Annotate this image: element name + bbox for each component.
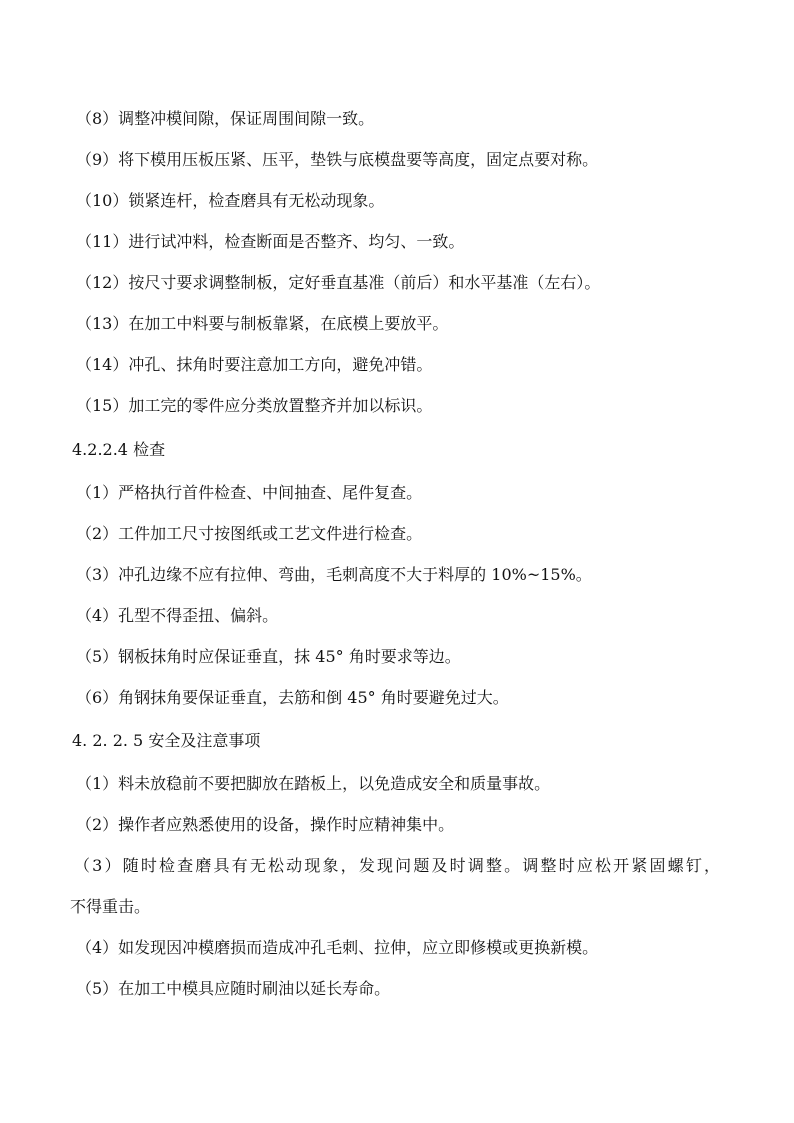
section-heading-check: 4.2.2.4 检查 bbox=[72, 440, 166, 459]
list-item: （2）操作者应熟悉使用的设备，操作时应精神集中。 bbox=[76, 815, 455, 834]
list-item: （5）钢板抹角时应保证垂直，抹 45° 角时要求等边。 bbox=[76, 647, 461, 666]
list-item: （2）工件加工尺寸按图纸或工艺文件进行检查。 bbox=[76, 524, 423, 543]
list-item: （4）孔型不得歪扭、偏斜。 bbox=[76, 606, 279, 625]
list-item: （14）冲孔、抹角时要注意加工方向，避免冲错。 bbox=[76, 355, 433, 374]
list-item: （11）进行试冲料，检查断面是否整齐、均匀、一致。 bbox=[76, 232, 465, 251]
list-item: （13）在加工中料要与制板靠紧，在底模上要放平。 bbox=[76, 314, 449, 333]
list-item: （1）料未放稳前不要把脚放在踏板上，以免造成安全和质量事故。 bbox=[76, 774, 551, 793]
list-item: （10）锁紧连杆，检查磨具有无松动现象。 bbox=[76, 191, 385, 210]
section-heading-safety: 4. 2. 2. 5 安全及注意事项 bbox=[72, 731, 261, 750]
list-item: （8）调整冲模间隙，保证周围间隙一致。 bbox=[76, 109, 375, 128]
list-item: （6）角钢抹角要保证垂直，去筋和倒 45° 角时要避免过大。 bbox=[76, 688, 509, 707]
list-item: （1）严格执行首件检查、中间抽查、尾件复查。 bbox=[76, 483, 423, 502]
list-item-line-1: （3）随时检查磨具有无松动现象，发现问题及时调整。调整时应松开紧固螺钉， bbox=[74, 856, 720, 875]
list-item: （3）冲孔边缘不应有拉伸、弯曲，毛刺高度不大于料厚的 10%~15%。 bbox=[76, 565, 592, 584]
list-item: （4）如发现因冲模磨损而造成冲孔毛刺、拉伸，应立即修模或更换新模。 bbox=[76, 938, 599, 957]
list-item: （12）按尺寸要求调整制板，定好垂直基准（前后）和水平基准（左右）。 bbox=[76, 273, 601, 292]
list-item: （5）在加工中模具应随时刷油以延长寿命。 bbox=[76, 979, 391, 998]
list-item: （15）加工完的零件应分类放置整齐并加以标识。 bbox=[76, 396, 433, 415]
list-item: （9）将下模用压板压紧、压平，垫铁与底模盘要等高度，固定点要对称。 bbox=[76, 150, 599, 169]
list-item-line-2: 不得重击。 bbox=[70, 897, 151, 916]
